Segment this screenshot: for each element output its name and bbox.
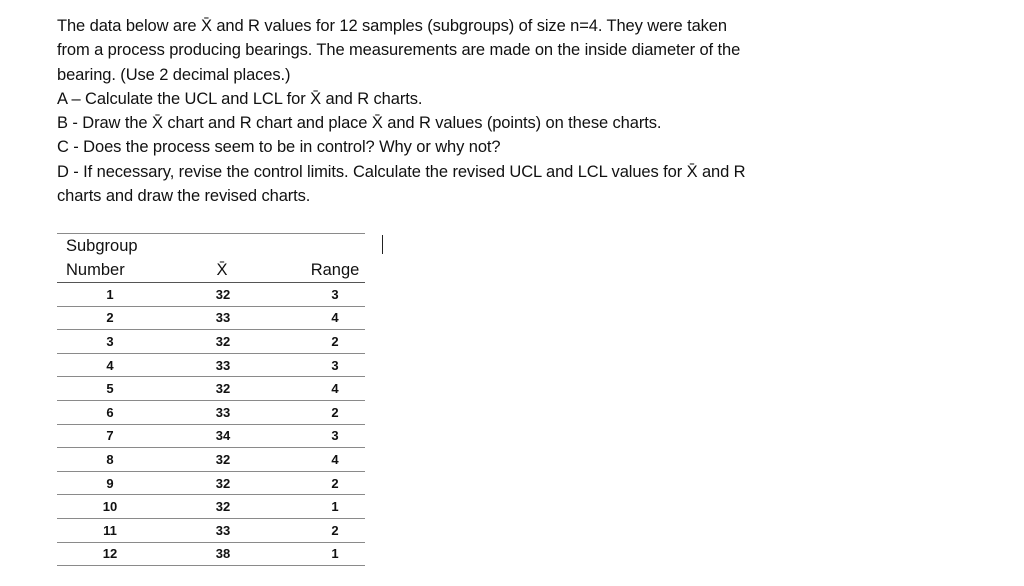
header-subgroup: Subgroup bbox=[57, 234, 163, 259]
range-cell: 2 bbox=[281, 400, 365, 424]
header-spacer bbox=[163, 234, 281, 259]
table-row bbox=[57, 353, 365, 377]
subgroup-number-cell: 11 bbox=[57, 518, 163, 542]
table-row bbox=[57, 495, 365, 519]
range-cell: 1 bbox=[281, 495, 365, 519]
table-header-row bbox=[57, 258, 365, 283]
xbar-cell: 33 bbox=[163, 400, 281, 424]
problem-line: The data below are X̄ and R values for 12 samples (subgroups) of size n=4. They were taken bbox=[57, 17, 727, 35]
range-cell: 4 bbox=[281, 448, 365, 472]
table-row bbox=[57, 471, 365, 495]
table-row bbox=[57, 424, 365, 448]
xbar-cell: 32 bbox=[163, 448, 281, 472]
question-c: C - Does the process seem to be in control? Why or why not? bbox=[57, 138, 501, 157]
table-row bbox=[57, 448, 365, 472]
text-cursor[interactable] bbox=[382, 235, 383, 254]
subgroup-number-cell: 2 bbox=[57, 306, 163, 330]
table-row bbox=[57, 306, 365, 330]
subgroup-number-cell: 5 bbox=[57, 377, 163, 401]
header-range: Range bbox=[281, 258, 365, 283]
table-row bbox=[57, 283, 365, 307]
subgroup-number-cell: 9 bbox=[57, 471, 163, 495]
subgroup-data-table bbox=[57, 233, 365, 566]
range-cell: 4 bbox=[281, 377, 365, 401]
subgroup-number-cell: 7 bbox=[57, 424, 163, 448]
subgroup-number-cell: 10 bbox=[57, 495, 163, 519]
range-cell: 1 bbox=[281, 542, 365, 566]
subgroup-number-cell: 12 bbox=[57, 542, 163, 566]
table-header-row bbox=[57, 234, 365, 259]
problem-line: bearing. (Use 2 decimal places.) bbox=[57, 65, 291, 84]
question-d-continued: charts and draw the revised charts. bbox=[57, 187, 311, 206]
xbar-cell: 32 bbox=[163, 495, 281, 519]
xbar-cell: 34 bbox=[163, 424, 281, 448]
range-cell: 3 bbox=[281, 353, 365, 377]
range-cell: 3 bbox=[281, 424, 365, 448]
question-d: D - If necessary, revise the control limits. Calculate the revised UCL and LCL values for X̄ and R bbox=[57, 162, 746, 181]
header-number: Number bbox=[57, 258, 163, 283]
xbar-cell: 32 bbox=[163, 330, 281, 354]
table-row bbox=[57, 377, 365, 401]
table-row bbox=[57, 518, 365, 542]
xbar-cell: 38 bbox=[163, 542, 281, 566]
subgroup-number-cell: 1 bbox=[57, 283, 163, 307]
xbar-cell: 32 bbox=[163, 283, 281, 307]
xbar-cell: 32 bbox=[163, 377, 281, 401]
range-cell: 4 bbox=[281, 306, 365, 330]
header-xbar: X̄ bbox=[163, 258, 281, 283]
xbar-cell: 32 bbox=[163, 471, 281, 495]
subgroup-number-cell: 6 bbox=[57, 400, 163, 424]
subgroup-number-cell: 3 bbox=[57, 330, 163, 354]
question-b: B - Draw the X̄ chart and R chart and place X̄ and R values (points) on these charts. bbox=[57, 114, 662, 133]
range-cell: 2 bbox=[281, 518, 365, 542]
problem-statement bbox=[57, 14, 857, 208]
table-row bbox=[57, 542, 365, 566]
table-row bbox=[57, 400, 365, 424]
range-cell: 3 bbox=[281, 283, 365, 307]
subgroup-number-cell: 8 bbox=[57, 448, 163, 472]
table-row bbox=[57, 330, 365, 354]
xbar-cell: 33 bbox=[163, 306, 281, 330]
xbar-cell: 33 bbox=[163, 353, 281, 377]
subgroup-number-cell: 4 bbox=[57, 353, 163, 377]
range-cell: 2 bbox=[281, 471, 365, 495]
range-cell: 2 bbox=[281, 330, 365, 354]
xbar-cell: 33 bbox=[163, 518, 281, 542]
table-body bbox=[57, 283, 365, 566]
header-spacer bbox=[281, 234, 365, 259]
problem-line: from a process producing bearings. The measurements are made on the inside diameter of the bbox=[57, 41, 741, 60]
question-a: A – Calculate the UCL and LCL for X̄ and R charts. bbox=[57, 89, 423, 108]
